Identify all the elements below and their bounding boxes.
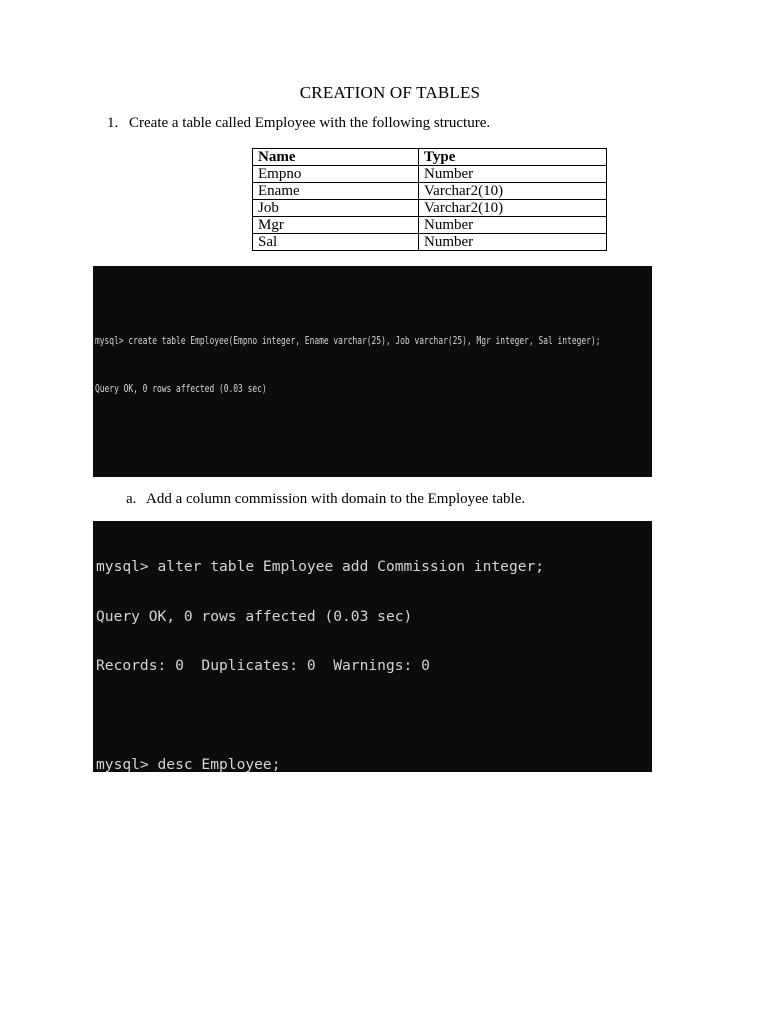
sub-question-label: a.: [126, 491, 137, 507]
terminal-screenshot-create: [93, 266, 652, 477]
cell-type: Number: [419, 166, 607, 183]
question-text: Create a table called Employee with the following structure.: [129, 115, 491, 131]
structure-table: [252, 148, 607, 251]
table-header-row: [253, 149, 607, 166]
page-title: CREATION OF TABLES: [299, 83, 481, 102]
cell-name: Mgr: [253, 217, 419, 234]
cell-type: Varchar2(10): [419, 200, 607, 217]
table-row: [253, 234, 607, 251]
terminal-line: mysql> desc Employee;: [96, 756, 281, 772]
table-row: [253, 200, 607, 217]
cell-type: Number: [419, 217, 607, 234]
header-name: Name: [253, 149, 419, 166]
cell-name: Job: [253, 200, 419, 217]
terminal-line: [95, 429, 496, 445]
header-type: Type: [419, 149, 607, 166]
question-1: [107, 115, 490, 132]
cell-name: Ename: [253, 183, 419, 200]
table-row: [253, 217, 607, 234]
cell-name: Empno: [253, 166, 419, 183]
terminal-line: [96, 708, 652, 725]
terminal-line: mysql> create table Employee(Empno integer, Ename varchar(25), Job varchar(25), Mgr integer, Sal integer);: [95, 334, 601, 347]
terminal-line: Query OK, 0 rows affected (0.03 sec): [95, 382, 267, 395]
cell-name: Sal: [253, 234, 419, 251]
sub-question-text: Add a column commission with domain to the Employee table.: [146, 491, 526, 507]
terminal-output: [95, 301, 601, 477]
terminal-line: Records: 0 Duplicates: 0 Warnings: 0: [96, 657, 430, 674]
terminal-line: Query OK, 0 rows affected (0.03 sec): [96, 607, 413, 625]
table-row: [253, 166, 607, 183]
table-row: [253, 183, 607, 200]
terminal-screenshot-alter: [93, 521, 652, 772]
cell-type: Number: [419, 234, 607, 251]
terminal-line: mysql> alter table Employee add Commission integer;: [96, 558, 545, 575]
cell-type: Varchar2(10): [419, 183, 607, 200]
question-number: 1.: [107, 115, 119, 131]
sub-question-a: [126, 491, 525, 508]
